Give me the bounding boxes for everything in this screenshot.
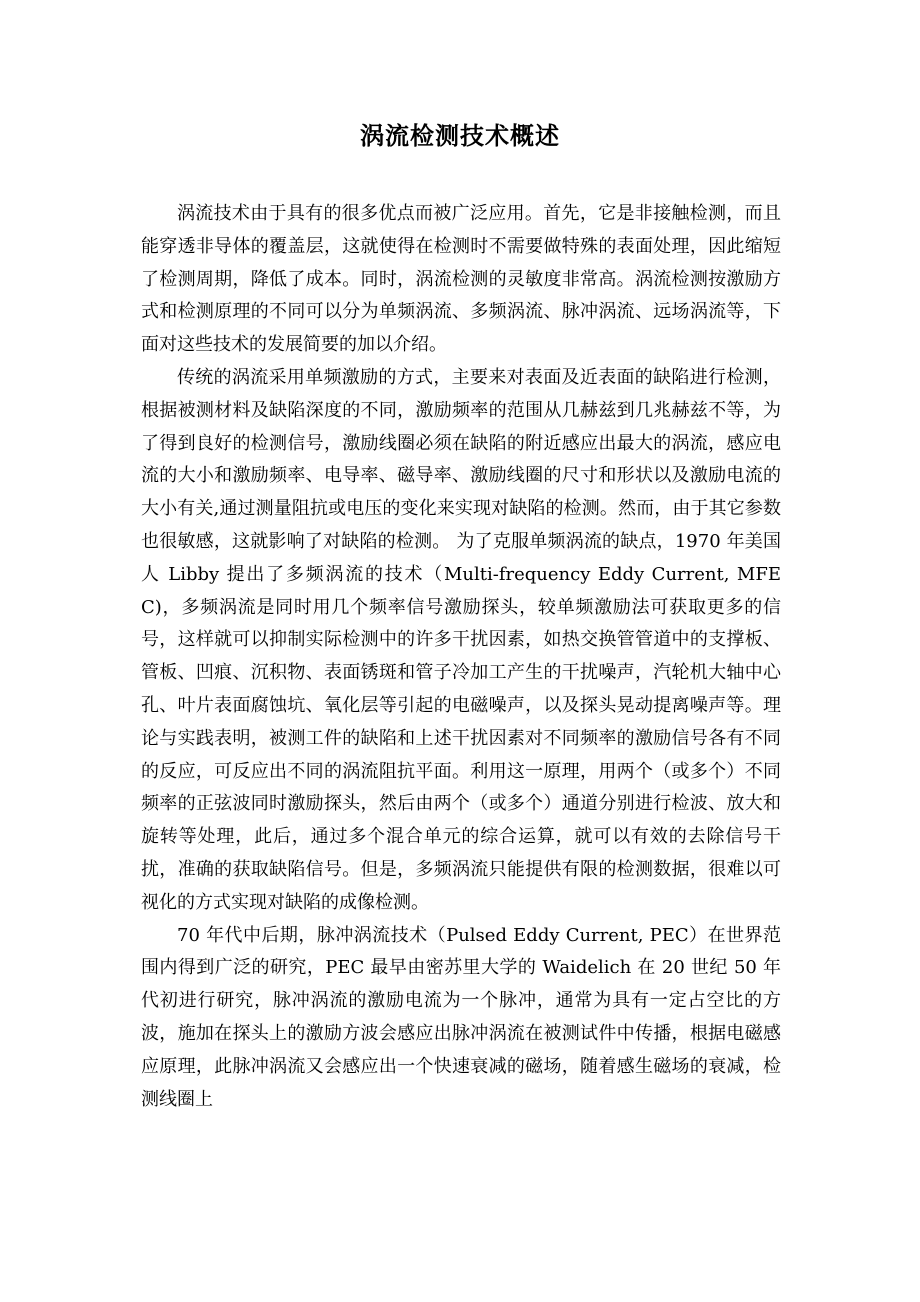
document-body	[141, 198, 781, 1116]
paragraph-single-and-multi-frequency: 传统的涡流采用单频激励的方式，主要来对表面及近表面的缺陷进行检测，根据被测材料及缺陷深度的不同，激励频率的范围从几赫兹到几兆赫兹不等，为了得到良好的检测信号，激励线圈必须在缺陷的附近感应出最大的涡流，感应电流的大小和激励频率、电导率、磁导率、激励线圈的尺寸和形状以及激励电流的大小有关,通过测量阻抗或电压的变化来实现对缺陷的检测。然而，由于其它参数也很敏感，这就影响了对缺陷的检测。 为了克服单频涡流的缺点，1970 年美国人 Libby 提出了多频涡流的技术（Multi-frequency Eddy Current, MFEC)，多频涡流是同时用几个频率信号激励探头，较单频激励法可获取更多的信号，这样就可以抑制实际检测中的许多干扰因素，如热交换管管道中的支撑板、管板、凹痕、沉积物、表面锈斑和管子冷加工产生的干扰噪声，汽轮机大轴中心孔、叶片表面腐蚀坑、氧化层等引起的电磁噪声，以及探头晃动提离噪声等。理论与实践表明，被测工件的缺陷和上述干扰因素对不同频率的激励信号各有不同的反应，可反应出不同的涡流阻抗平面。利用这一原理，用两个（或多个）不同频率的正弦波同时激励探头，然后由两个（或多个）通道分别进行检波、放大和旋转等处理，此后，通过多个混合单元的综合运算，就可以有效的去除信号干扰，准确的获取缺陷信号。但是，多频涡流只能提供有限的检测数据，很难以可视化的方式实现对缺陷的成像检测。	[141, 366, 781, 913]
paragraph-overview: 涡流技术由于具有的很多优点而被广泛应用。首先，它是非接触检测，而且能穿透非导体的覆盖层，这就使得在检测时不需要做特殊的表面处理，因此缩短了检测周期，降低了成本。同时，涡流检测的灵敏度非常高。涡流检测按激励方式和检测原理的不同可以分为单频涡流、多频涡流、脉冲涡流、远场涡流等，下面对这些技术的发展简要的加以介绍。	[141, 203, 781, 356]
paragraph-pulsed-eddy-current: 70 年代中后期，脉冲涡流技术（Pulsed Eddy Current, PEC）在世界范围内得到广泛的研究，PEC 最早由密苏里大学的 Waidelich 在 20 世纪 50 年代初进行研究，脉冲涡流的激励电流为一个脉冲，通常为具有一定占空比的方波，施加在探头上的激励方波会感应出脉冲涡流在被测试件中传播，根据电磁感应原理，此脉冲涡流又会感应出一个快速衰减的磁场，随着感生磁场的衰减，检测线圈上	[141, 924, 781, 1110]
document-title: 涡流检测技术概述	[360, 121, 560, 150]
